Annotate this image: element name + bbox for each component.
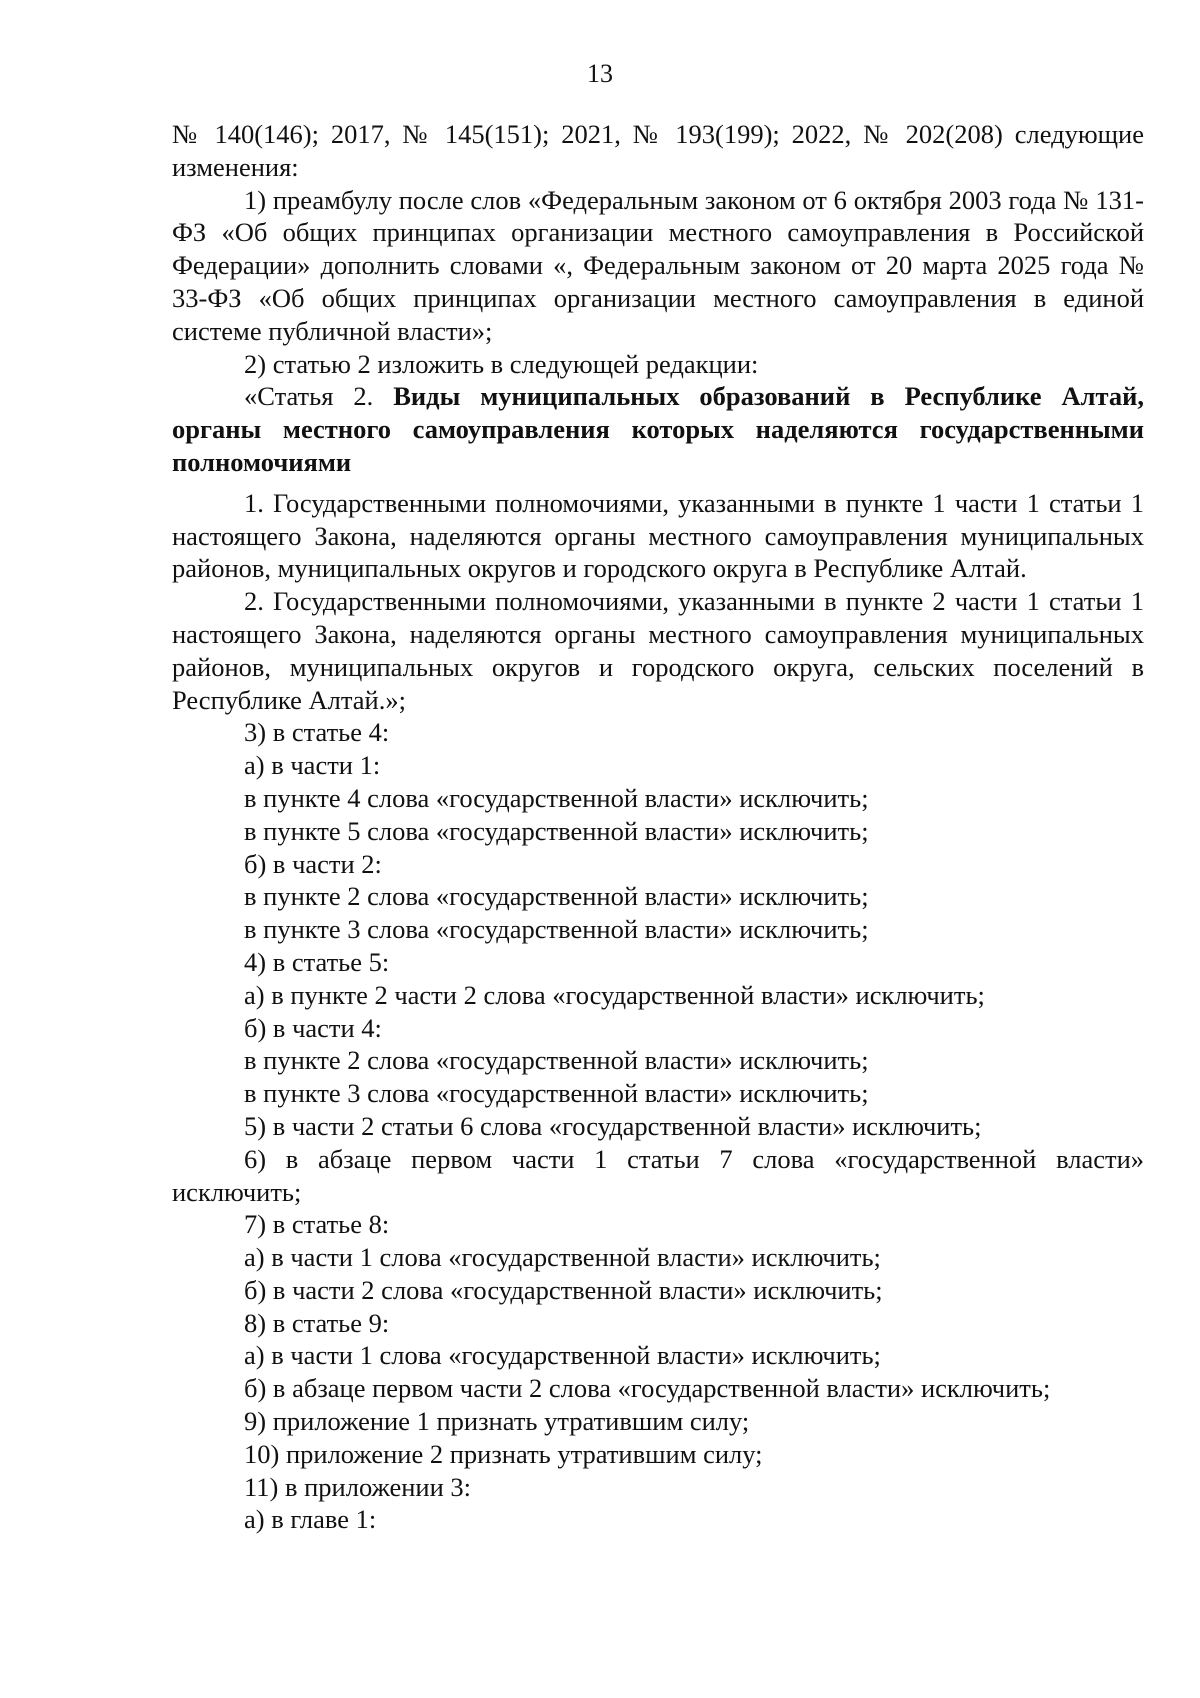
- amendment-line: в пункте 2 слова «государственной власти» исключить;: [244, 1045, 869, 1076]
- amendment-line: 4) в статье 5:: [244, 946, 390, 977]
- amendment-line: в пункте 3 слова «государственной власти» исключить;: [244, 1078, 869, 1109]
- amendment-line: б) в части 4:: [244, 1012, 382, 1043]
- amendment-line: 9) приложение 1 признать утратившим силу;: [244, 1406, 750, 1437]
- amendment-line: 3) в статье 4:: [244, 717, 390, 748]
- amendment-line: б) в абзаце первом части 2 слова «государственной власти» исключить;: [244, 1373, 1051, 1404]
- page-number: 13: [587, 59, 613, 88]
- document-body: [172, 118, 1144, 1536]
- article-heading-title: Виды муниципальных образований в Республике Алтай, органы местного самоуправления которых наделяются государственными полномочиями: [172, 381, 1144, 477]
- amendment-line: а) в главе 1:: [244, 1504, 377, 1535]
- amendment-line: б) в части 2 слова «государственной власти» исключить;: [244, 1274, 883, 1305]
- amendment-line: 7) в статье 8:: [244, 1209, 390, 1240]
- amendment-line: в пункте 2 слова «государственной власти» исключить;: [244, 881, 869, 912]
- amendment-line: 5) в части 2 статьи 6 слова «государственной власти» исключить;: [244, 1110, 982, 1141]
- amendment-line: 6) в абзаце первом части 1 статьи 7 слова «государственной власти» исключить;: [172, 1143, 1144, 1207]
- amendment-line: в пункте 5 слова «государственной власти» исключить;: [244, 815, 869, 846]
- article-paragraph-1: 1. Государственными полномочиями, указанными в пункте 1 части 1 статьи 1 настоящего Закона, наделяются органы местного самоуправления муниципальных районов, муниципальных округов и городского округа в Республике Алтай.: [172, 487, 1144, 584]
- amendment-line: а) в пункте 2 части 2 слова «государственной власти» исключить;: [244, 979, 985, 1010]
- amendment-item-1: 1) преамбулу после слов «Федеральным законом от 6 октября 2003 года № 131-ФЗ «Об общих принципах организации местного самоуправления в Российской Федерации» дополнить словами «, Федеральным законом от 20 марта 2025 года № 33-ФЗ «Об общих принципах организации местного самоуправления в единой системе публичной власти»;: [172, 184, 1144, 346]
- amendment-line: 8) в статье 9:: [244, 1307, 390, 1338]
- amendment-line: б) в части 2:: [244, 848, 382, 879]
- amendment-line: 10) приложение 2 признать утратившим силу;: [244, 1438, 763, 1469]
- intro-paragraph: № 140(146); 2017, № 145(151); 2021, № 193(199); 2022, № 202(208) следующие изменения:: [172, 119, 1144, 182]
- amendment-line: а) в части 1 слова «государственной власти» исключить;: [244, 1242, 881, 1273]
- amendment-item-2: 2) статью 2 изложить в следующей редакции:: [244, 348, 759, 379]
- article-heading-prefix: «Статья 2.: [244, 381, 394, 412]
- amendment-line: 11) в приложении 3:: [244, 1471, 472, 1502]
- amendment-line: а) в части 1:: [244, 750, 381, 781]
- article-paragraph-2: 2. Государственными полномочиями, указанными в пункте 2 части 1 статьи 1 настоящего Закона, наделяются органы местного самоуправления муниципальных районов, муниципальных округов и городского округа, сельских поселений в Республике Алтай.»;: [172, 586, 1144, 715]
- article-heading: [172, 380, 1144, 478]
- amendment-line: в пункте 4 слова «государственной власти» исключить;: [244, 782, 869, 813]
- amendment-line: в пункте 3 слова «государственной власти» исключить;: [244, 914, 869, 945]
- amendment-line: а) в части 1 слова «государственной власти» исключить;: [244, 1340, 881, 1371]
